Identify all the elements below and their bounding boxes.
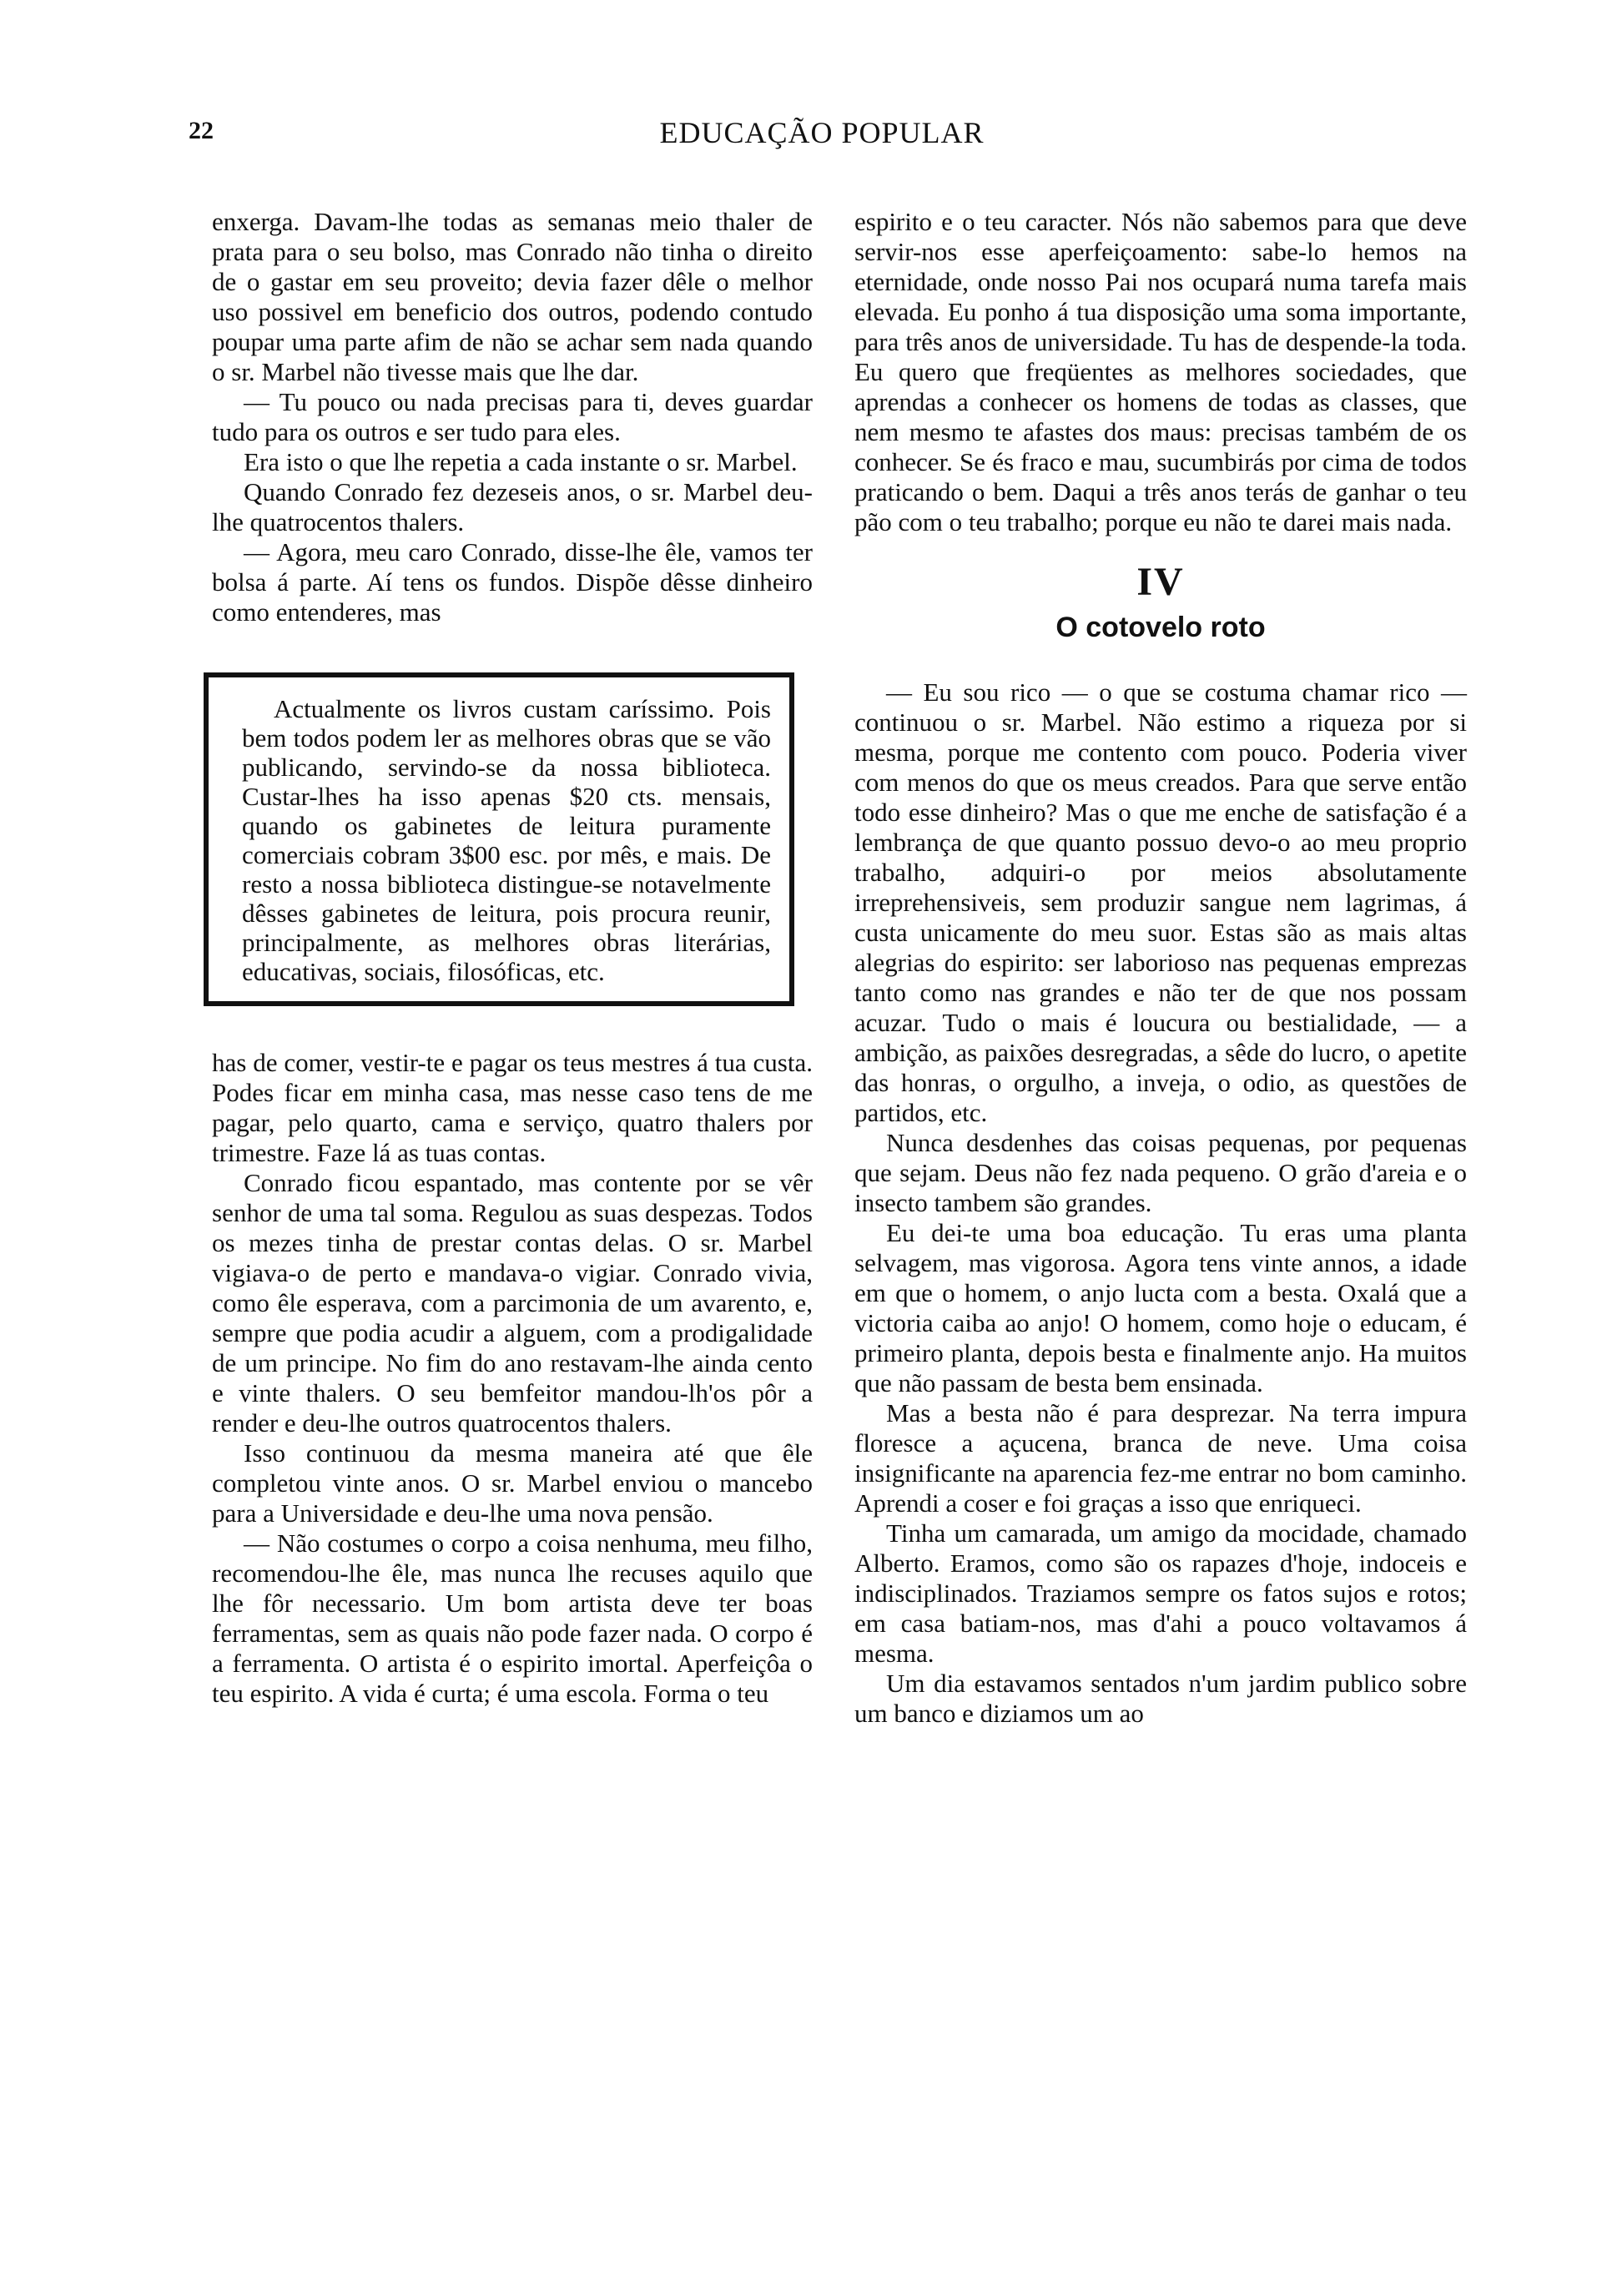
paragraph: Nunca desdenhes das coisas pequenas, por pequenas que sejam. Deus não fez nada pequeno. O grão d'areia e o insecto tambem são grandes. xyxy=(854,1128,1467,1217)
page-number: 22 xyxy=(189,117,214,144)
running-head: EDUCAÇÃO POPULAR xyxy=(659,116,985,149)
paragraph: Quando Conrado fez dezeseis anos, o sr. Marbel deu-lhe quatrocentos thalers. xyxy=(212,477,813,536)
paragraph: enxerga. Davam-lhe todas as semanas meio thaler de prata para o seu bolso, mas Conrado não tinha o direito de o gastar em seu proveito; devia fazer dêle o melhor uso possivel em beneficio dos outros, podendo contudo poupar uma parte afim de não se achar sem nada quando o sr. Marbel não tivesse mais que lhe dar. xyxy=(212,207,813,386)
paragraph: Isso continuou da mesma maneira até que êle completou vinte anos. O sr. Marbel enviou o mancebo para a Universidade e deu-lhe uma nova pensão. xyxy=(212,1438,813,1528)
chapter-title: O cotovelo roto xyxy=(1055,612,1266,643)
paragraph: espirito e o teu caracter. Nós não sabemos para que deve servir-nos esse aperfeiçoamento: sabe-lo hemos na eternidade, onde nosso Pai nos ocupará numa tarefa mais elevada. Eu ponho á tua disposição uma soma importante, para três anos de universidade. Tu has de despende-la toda. Eu quero que freqüentes as melhores sociedades, que aprendas a conhecer os homens de todas as classes, que nem mesmo te afastes dos maus: precisas também de os conhecer. Se és fraco e mau, sucumbirás por cima de todos praticando o bem. Daqui a três anos terás de ganhar o teu pão com o teu trabalho; porque eu não te darei mais nada. xyxy=(854,207,1467,536)
paragraph: Eu dei-te uma boa educação. Tu eras uma planta selvagem, mas vigorosa. Agora tens vinte annos, a idade em que o homem, o anjo lucta com a besta. Oxalá que a victoria caiba ao anjo! O homem, como hoje o educam, é primeiro planta, depois besta e finalmente anjo. Ha muitos que não passam de besta bem ensinada. xyxy=(854,1218,1467,1397)
left-column xyxy=(212,207,813,1709)
paragraph: Conrado ficou espantado, mas contente por se vêr senhor de uma tal soma. Regulou as suas despezas. Todos os mezes tinha de prestar contas delas. O sr. Marbel vigiava-o de perto e mandava-o vigiar. Conrado vivia, como êle esperava, com a parcimonia de um avarento, e, sempre que podia acudir a alguem, com a prodigalidade de um principe. No fim do ano restavam-lhe ainda cento e vinte thalers. O seu bemfeitor mandou-lh'os pôr a render e deu-lhe outros quatrocentos thalers. xyxy=(212,1168,813,1438)
paragraph: Era isto o que lhe repetia a cada instante o sr. Marbel. xyxy=(244,447,798,476)
right-column xyxy=(854,207,1467,1729)
chapter-number: IV xyxy=(1136,560,1185,604)
paragraph: Um dia estavamos sentados n'um jardim publico sobre um banco e diziamos um ao xyxy=(854,1669,1467,1728)
paragraph: Mas a besta não é para desprezar. Na terra impura floresce a açucena, branca de neve. Uma coisa insignificante na aparencia fez-me entrar no bom caminho. Aprendi a coser e foi graças a isso que enriqueci. xyxy=(854,1398,1467,1518)
paragraph: has de comer, vestir-te e pagar os teus mestres á tua custa. Podes ficar em minha casa, mas nesse caso tens de me pagar, pelo quarto, cama e serviço, quatro thalers por trimestre. Faze lá as tuas contas. xyxy=(212,1048,813,1167)
paragraph: — Tu pouco ou nada precisas para ti, deves guardar tudo para os outros e ser tudo para eles. xyxy=(212,387,813,446)
paragraph: Tinha um camarada, um amigo da mocidade, chamado Alberto. Eramos, como são os rapazes d'hoje, indoceis e indisciplinados. Traziamos sempre os fatos sujos e rotos; em casa batiam-nos, mas d'ahi a pouco voltavamos á mesma. xyxy=(854,1518,1467,1668)
paragraph: — Eu sou rico — o que se costuma chamar rico — continuou o sr. Marbel. Não estimo a riqueza por si mesma, porque me contento com pouco. Poderia viver com menos do que os meus creados. Para que serve então todo esse dinheiro? Mas o que me enche de satisfação é a lembrança de que quanto possuo devo-o ao meu proprio trabalho, adquiri-o por meios absolutamente irreprehensiveis, sem produzir sangue nem lagrimas, á custa unicamente do meu suor. Estas são as mais altas alegrias do espirito: ser laborioso nas pequenas emprezas tanto como nas grandes e não ter de que nos possam acuzar. Tudo o mais é loucura ou bestialidade, — a ambição, as paixões desregradas, a sêde do lucro, o apetite das honras, o orgulho, a inveja, o odio, as questões de partidos, etc. xyxy=(854,677,1467,1127)
paragraph: — Não costumes o corpo a coisa nenhuma, meu filho, recomendou-lhe êle, mas nunca lhe recuses aquilo que lhe fôr necessario. Um bom artista deve ter boas ferramentas, sem as quais não pode fazer nada. O corpo é a ferramenta. O artista é o espirito imortal. Aperfeiçôa o teu espirito. A vida é curta; é uma escola. Forma o teu xyxy=(212,1528,813,1708)
library-notice-box: Actualmente os livros custam caríssimo. Pois bem todos podem ler as melhores obras que se vão publicando, servindo-se da nossa biblioteca. Custar-lhes ha isso apenas $20 cts. mensais, quando os gabinetes de leitura puramente comerciais cobram 3$00 esc. por mês, e mais. De resto a nossa biblioteca distingue-se notavelmente dêsses gabinetes de leitura, pois procura reunir, principalmente, as melhores obras literárias, educativas, sociais, filosóficas, etc. xyxy=(204,672,794,1006)
paragraph: — Agora, meu caro Conrado, disse-lhe êle, vamos ter bolsa á parte. Aí tens os fundos. Dispõe dêsse dinheiro como entenderes, mas xyxy=(212,537,813,627)
